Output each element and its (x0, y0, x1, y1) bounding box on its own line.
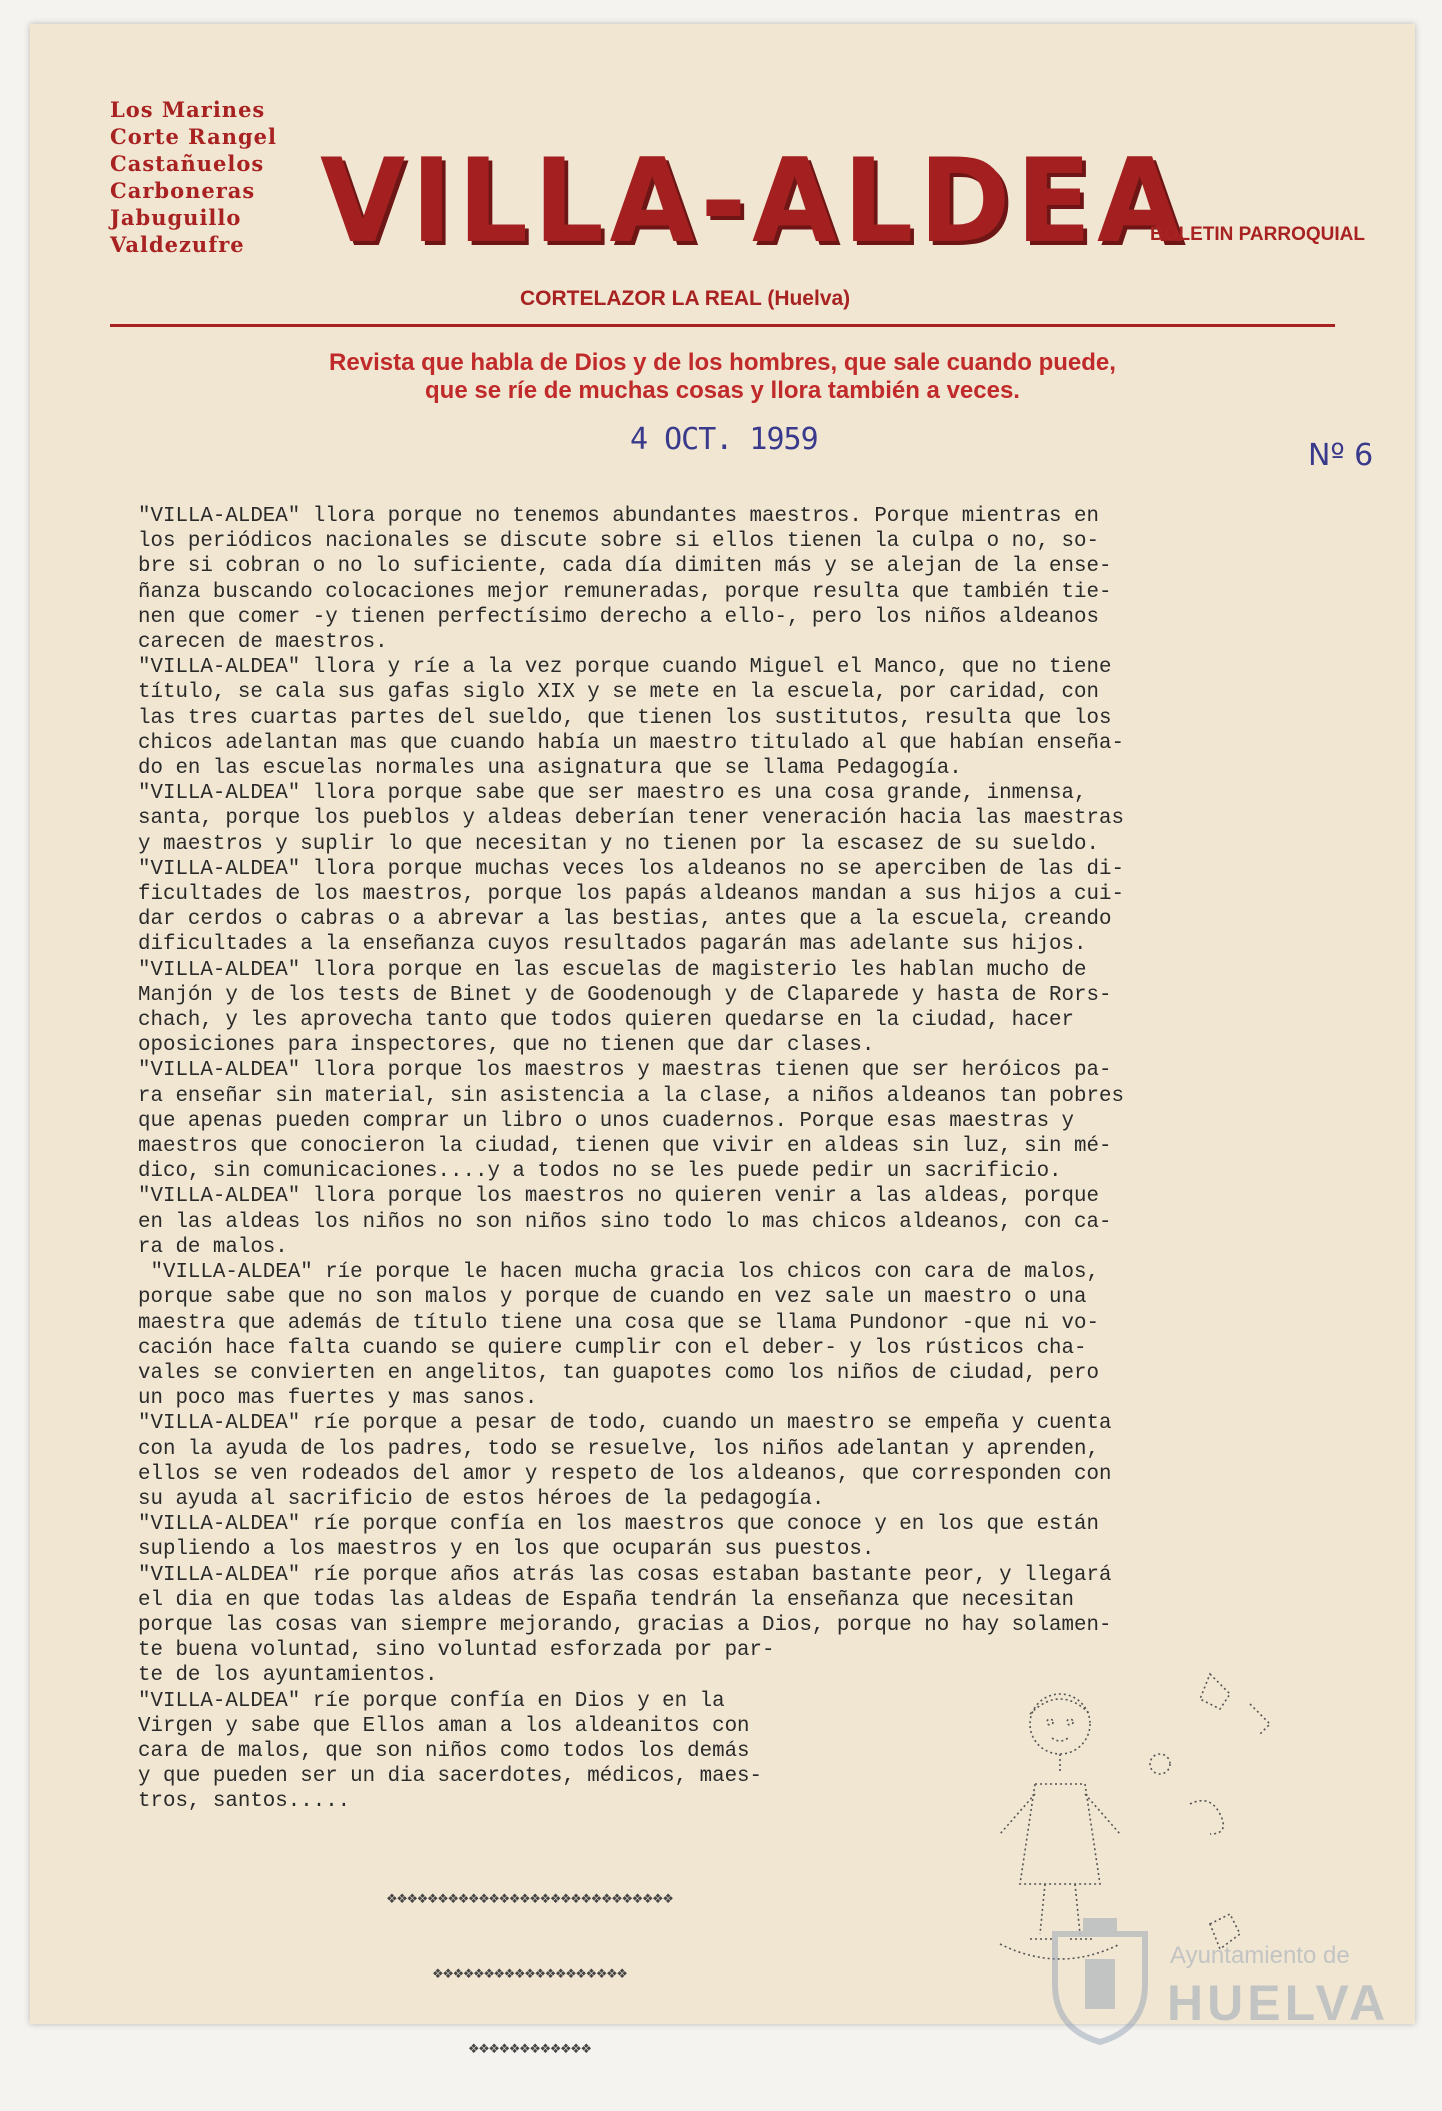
village-name: Valdezufre (110, 232, 245, 257)
article-body (138, 504, 1338, 1815)
bulletin-subtitle: BOLETIN PARROQUIAL (1150, 224, 1365, 245)
body-line: tros, santos..... (138, 1790, 351, 1814)
watermark-city: HUELVA (1167, 1975, 1390, 2031)
body-line: carecen de maestros. (138, 631, 388, 655)
body-line: porque las cosas van siempre mejorando, gracias a Dios, porque no hay solamen- (138, 1613, 1112, 1637)
body-line: dificultades a la enseñanza cuyos resultados pagarán mas adelante sus hijos. (138, 933, 1087, 957)
body-line: "VILLA-ALDEA" llora porque en las escuelas de magisterio les hablan mucho de (138, 958, 1087, 982)
body-line: "VILLA-ALDEA" ríe porque años atrás las cosas estaban bastante peor, y llegará (138, 1563, 1112, 1587)
ornament-line: ❖❖❖❖❖❖❖❖❖❖❖❖ (468, 2038, 592, 2058)
coat-of-arms-icon (1045, 1914, 1155, 2044)
body-line: los periódicos nacionales se discute sobre si ellos tienen la culpa o no, so- (138, 530, 1099, 554)
body-line: bre si cobran o no lo suficiente, cada día dimiten más y se alejan de la ense- (138, 555, 1112, 579)
body-line: título, se cala sus gafas siglo XIX y se mete en la escuela, por caridad, con (138, 681, 1099, 705)
body-line: te buena voluntad, sino voluntad esforzada por par- (138, 1639, 775, 1663)
issue-number-stamp: Nº 6 (1308, 438, 1374, 473)
body-line: maestros que conocieron la ciudad, tienen que vivir en aldeas sin luz, sin mé- (138, 1135, 1112, 1159)
body-line: chach, y les aprovecha tanto que todos quieren quedarse en la ciudad, hacer (138, 1009, 1075, 1033)
village-name: Los Marines (110, 97, 266, 122)
body-line: que apenas pueden comprar un libro o unos cuadernos. Porque esas maestras y (138, 1109, 1075, 1133)
body-line: "VILLA-ALDEA" llora porque no tenemos abundantes maestros. Porque mientras en (138, 505, 1099, 528)
body-line: "VILLA-ALDEA" ríe porque confía en los maestros que conoce y en los que están (138, 1513, 1099, 1537)
body-line: santa, porque los pueblos y aldeas deberían tener veneración hacia las maestras (138, 807, 1124, 831)
ornament-line: ❖❖❖❖❖❖❖❖❖❖❖❖❖❖❖❖❖❖❖❖❖❖❖❖❖❖❖❖ (386, 1888, 674, 1908)
body-line: "VILLA-ALDEA" ríe porque confía en Dios y en la (138, 1689, 725, 1713)
municipal-watermark (1045, 1914, 1415, 2044)
village-name: Carboneras (110, 178, 256, 203)
body-line: y que pueden ser un dia sacerdotes, médicos, maes- (138, 1765, 763, 1789)
header-rule (110, 324, 1335, 327)
body-line: "VILLA-ALDEA" llora porque sabe que ser maestro es una cosa grande, inmensa, (138, 782, 1087, 806)
body-line: ra de malos. (138, 1235, 288, 1259)
body-line: Virgen y sabe que Ellos aman a los aldeanitos con (138, 1714, 750, 1738)
village-list (110, 96, 277, 258)
body-line: chicos adelantan mas que cuando había un maestro titulado al que habían enseña- (138, 731, 1124, 755)
body-line: el dia en que todas las aldeas de España tendrán la enseñanza que necesitan (138, 1588, 1075, 1612)
body-line: un poco mas fuertes y mas sanos. (138, 1387, 538, 1411)
body-line: con la ayuda de los padres, todo se resuelve, los niños adelantan y aprenden, (138, 1437, 1099, 1461)
body-line: "VILLA-ALDEA" llora porque los maestros y maestras tienen que ser heróicos pa- (138, 1059, 1112, 1083)
village-name: Corte Rangel (110, 124, 277, 149)
body-line: nen que comer -y tienen perfectísimo derecho a ello-, pero los niños aldeanos (138, 605, 1099, 629)
body-line: porque sabe que no son malos y porque de cuando en vez sale un maestro o una (138, 1286, 1087, 1310)
body-line: ra enseñar sin material, sin asistencia a la clase, a niños aldeanos tan pobres (138, 1084, 1124, 1108)
ornament-divider (260, 1836, 800, 2111)
motto-line: Revista que habla de Dios y de los hombres, que sale cuando puede, (329, 349, 1116, 376)
masthead-title: VILLA-ALDEA (320, 134, 1189, 269)
body-line: cación hace falta cuando se quiere cumplir con el deber- y los rústicos cha- (138, 1336, 1087, 1360)
body-line: cara de malos, que son niños como todos los demás (138, 1739, 750, 1763)
body-line: do en las escuelas normales una asignatura que se llama Pedagogía. (138, 757, 962, 781)
body-line: maestra que además de título tiene una cosa que se llama Pundonor -que ni vo- (138, 1311, 1099, 1335)
date-stamp: 4 OCT. 1959 (630, 422, 818, 457)
body-line: las tres cuartas partes del sueldo, que tienen los sustitutos, resulta que los (138, 706, 1112, 730)
body-line: oposiciones para inspectores, que no tienen que dar clases. (138, 1034, 875, 1058)
document-page (30, 24, 1415, 2058)
body-line: dar cerdos o cabras o a abrevar a las bestias, antes que a la escuela, creando (138, 908, 1112, 932)
body-line: "VILLA-ALDEA" ríe porque a pesar de todo, cuando un maestro se empeña y cuenta (138, 1412, 1112, 1436)
body-line: ficultades de los maestros, porque los papás aldeanos mandan a sus hijos a cui- (138, 883, 1124, 907)
body-line: dico, sin comunicaciones....y a todos no se les puede pedir un sacrificio. (138, 1160, 1062, 1184)
body-line: "VILLA-ALDEA" ríe porque le hacen mucha gracia los chicos con cara de malos, (138, 1261, 1099, 1285)
motto (30, 349, 1415, 405)
village-name: Castañuelos (110, 151, 265, 176)
body-line: y maestros y suplir lo que necesitan y no tienen por la escasez de su sueldo. (138, 832, 1099, 856)
body-line: te de los ayuntamientos. (138, 1664, 438, 1688)
body-line: supliendo a los maestros y en los que ocuparán sus puestos. (138, 1538, 875, 1562)
watermark-line: Ayuntamiento de (1170, 1942, 1350, 1969)
body-line: ellos se ven rodeados del amor y respeto de los aldeanos, que corresponden con (138, 1462, 1112, 1486)
ornament-line: ❖❖❖❖❖❖❖❖❖❖❖❖❖❖❖❖❖❖❖ (432, 1963, 628, 1983)
body-line: Manjón y de los tests de Binet y de Goodenough y de Claparede y hasta de Rors- (138, 983, 1112, 1007)
body-line: "VILLA-ALDEA" llora porque los maestros no quieren venir a las aldeas, porque (138, 1185, 1099, 1209)
body-line: su ayuda al sacrificio de estos héroes de la pedagogía. (138, 1487, 825, 1511)
body-line: "VILLA-ALDEA" llora porque muchas veces los aldeanos no se aperciben de las di- (138, 857, 1124, 881)
body-line: ñanza buscando colocaciones mejor remuneradas, porque resulta que también tie- (138, 580, 1112, 604)
body-line: "VILLA-ALDEA" llora y ríe a la vez porque cuando Miguel el Manco, que no tiene (138, 656, 1112, 680)
location-line: CORTELAZOR LA REAL (Huelva) (520, 287, 851, 310)
village-name: Jabuguillo (110, 205, 242, 230)
motto-line: que se ríe de muchas cosas y llora también a veces. (425, 377, 1020, 404)
body-line: vales se convierten en angelitos, tan guapotes como los niños de ciudad, pero (138, 1361, 1099, 1385)
body-line: en las aldeas los niños no son niños sino todo lo mas chicos aldeanos, con ca- (138, 1210, 1112, 1234)
